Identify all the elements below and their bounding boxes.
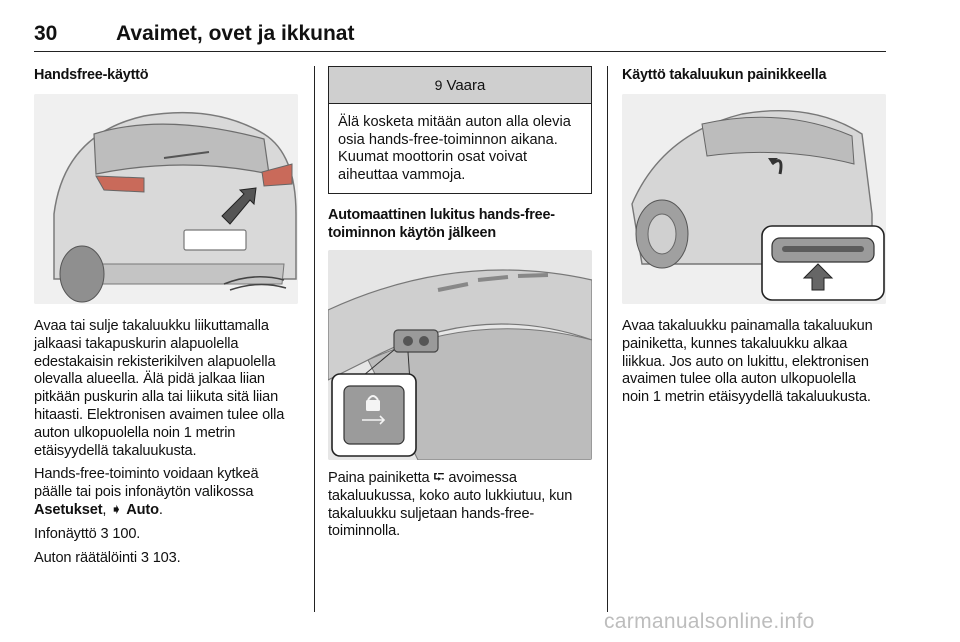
warning-box — [328, 66, 592, 194]
cross-reference — [34, 550, 300, 568]
section-heading-button: Käyttö takaluukun painikkeella — [622, 67, 827, 83]
ref-label: Auton räätälöinti — [34, 549, 137, 566]
column-button-operation — [622, 66, 886, 84]
figure-foot-kick-tailgate — [34, 94, 298, 304]
column-divider — [607, 66, 608, 612]
ref-label: Infonäyttö — [34, 525, 97, 542]
section-heading-handsfree: Handsfree-käyttö — [34, 67, 149, 83]
ref-arrow-icon: 3 — [140, 549, 149, 566]
column-auto-lock-body — [328, 470, 592, 541]
ref-page: 103. — [152, 549, 181, 566]
figure-tailgate-button — [622, 94, 886, 304]
column-handsfree — [34, 66, 300, 84]
body-paragraph: Paina painiketta ⮓ avoimessa takaluukussa, koko auto lukkiutuu, kun takaluukku suljetaan hands-free-toiminnolla. — [328, 470, 573, 540]
cross-reference — [34, 526, 300, 544]
section-heading-auto-lock: Automaattinen lukitus hands-free-toiminnon käytön jälkeen — [328, 207, 555, 241]
body-paragraph: Avaa tai sulje takaluukku liikuttamalla jalkaasi takapuskurin alapuolella edestakaisin rekisterikilven alapuolella olevalla alueella. Älä pidä jalkaa liian pitkään puskurin alla tai liikuta sitä liian hitaasti. Elektronisen avaimen tulee olla auton ulkopuolella noin 1 metrin etäisyydellä takaluukusta. — [34, 318, 285, 459]
figure-lock-button — [328, 250, 592, 460]
watermark: carmanualsonline.info — [604, 610, 815, 633]
ref-arrow-icon: 3 — [100, 525, 109, 542]
menu-item-settings: Asetukset — [34, 501, 103, 518]
column-divider — [314, 66, 315, 612]
tailgate-button-illustration — [622, 94, 886, 304]
body-paragraph: Hands-free-toiminto voidaan kytkeä päälle tai pois infonäytön valikossa — [34, 466, 259, 501]
warning-title: Vaara — [446, 77, 486, 94]
column-handsfree-body — [34, 318, 300, 567]
tailgate-lock-button-illustration — [328, 250, 592, 460]
arrow-icon: ➧ — [110, 501, 123, 518]
body-paragraph-menu — [34, 466, 300, 519]
page-number: 30 — [34, 22, 58, 45]
menu-separator: , — [102, 501, 111, 518]
warning-triangle-icon: 9 — [434, 77, 443, 93]
sentence-end: . — [158, 501, 163, 518]
page-title: Avaimet, ovet ja ikkunat — [116, 22, 355, 45]
column-button-body — [622, 318, 886, 407]
column-auto-lock — [328, 206, 592, 242]
warning-header — [329, 67, 591, 104]
warning-text: Älä kosketa mitään auton alla olevia osia hands-free-toiminnon aikana. Kuumat moottorin osat voivat aiheuttaa vammoja. — [338, 114, 571, 183]
page-header — [34, 22, 886, 52]
body-paragraph: Avaa takaluukku painamalla takaluukun painiketta, kunnes takaluukku alkaa liikkua. Jos auto on lukittu, elektronisen avaimen tulee olla auton ulkopuolella noin 1 metrin etäisyydellä takaluukusta. — [622, 318, 873, 406]
ref-page: 100. — [112, 525, 141, 542]
car-rear-illustration — [34, 94, 298, 304]
menu-item-auto: Auto — [126, 501, 159, 518]
